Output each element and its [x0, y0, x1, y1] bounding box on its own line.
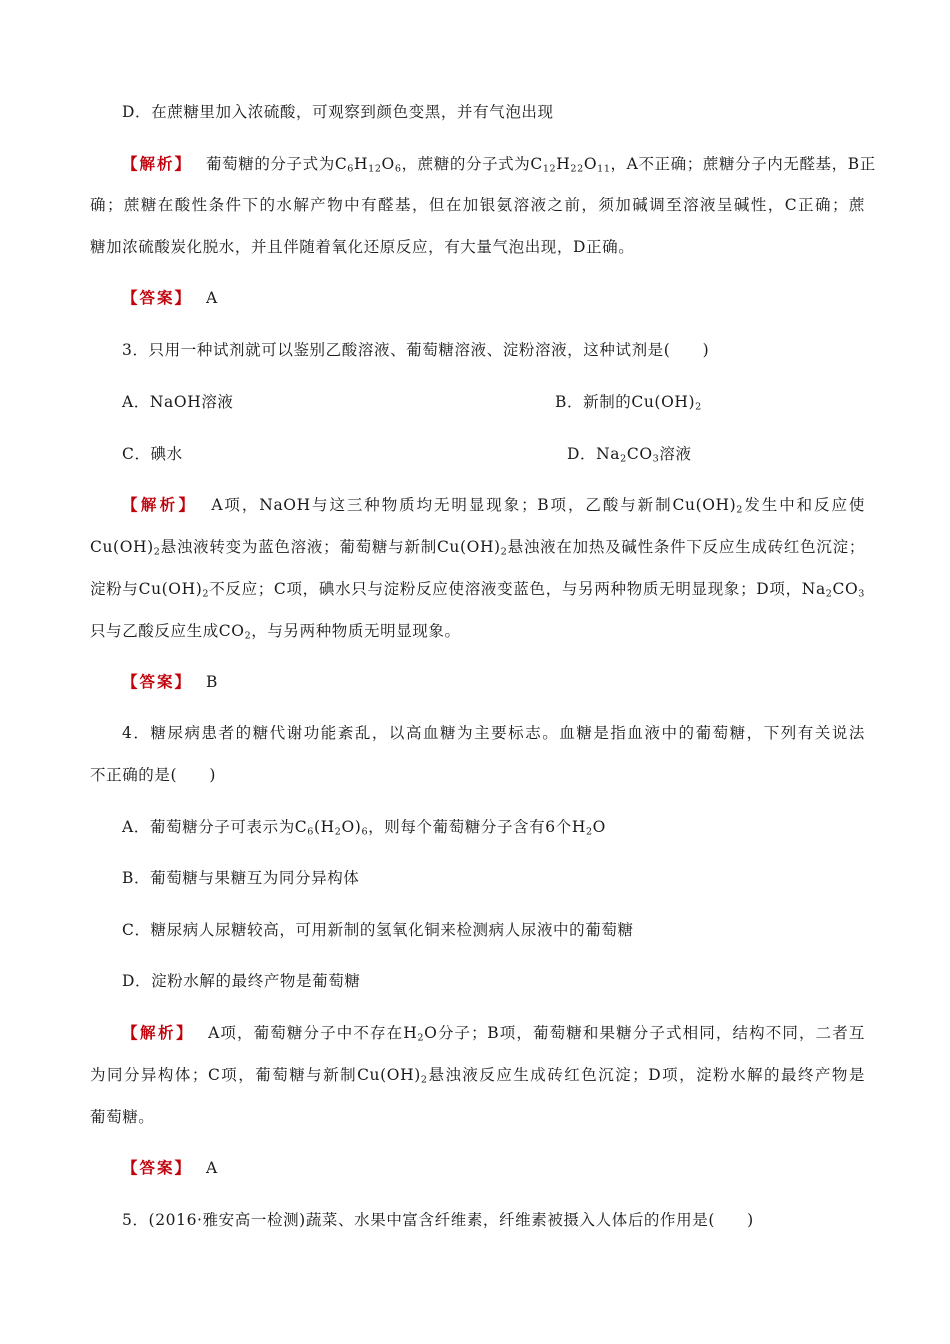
q3-answer [122, 671, 865, 693]
q2-analysis-line-2: 确；蔗糖在酸性条件下的水解产物中有醛基，但在加银氨溶液之前，须加碱调至溶液呈碱性，C正确；蔗 [90, 196, 865, 214]
q3-analysis-line-3: 淀粉与$Cu(OH)_2$不反应；C项，碘水只与淀粉反应使溶液变蓝色，与另两种物质无明显现象；D项，$Na_2CO_3$ [90, 580, 865, 600]
q3-option-d: D．$Na_2CO_3$溶液 [567, 445, 692, 465]
q5-stem: 5．(2016·雅安高一检测)蔬菜、水果中富含纤维素，纤维素被摄入人体后的作用是( ) [122, 1211, 754, 1229]
q4-option-a: A．葡萄糖分子可表示为$C_6(H_2O)_6$，则每个葡萄糖分子含有6个$H_2O$ [122, 818, 606, 838]
q4-answer [122, 1157, 865, 1179]
answer-label: 【答案】 [122, 672, 193, 691]
answer-value: B [206, 673, 219, 691]
q3-option-c: C．碘水 [122, 445, 183, 463]
q2-analysis-line-3: 糖加浓硫酸炭化脱水，并且伴随着氧化还原反应，有大量气泡出现，D正确。 [90, 238, 635, 256]
q4-option-d: D．淀粉水解的最终产物是葡萄糖 [122, 972, 361, 990]
q3-stem: 3．只用一种试剂就可以鉴别乙酸溶液、葡萄糖溶液、淀粉溶液，这种试剂是( ) [122, 341, 710, 359]
q3-analysis-line-2: $Cu(OH)_2$悬浊液转变为蓝色溶液；葡萄糖与新制$Cu(OH)_2$悬浊液在加热及碱性条件下反应生成砖红色沉淀； [90, 538, 865, 558]
answer-label: 【答案】 [122, 288, 193, 307]
answer-value: A [206, 1159, 218, 1177]
q4-stem-line-2: 不正确的是( ) [90, 766, 216, 784]
q2-option-d: D．在蔗糖里加入浓硫酸，可观察到颜色变黑，并有气泡出现 [122, 103, 554, 121]
analysis-label: 【解析】 [122, 1023, 195, 1042]
q4-option-b: B．葡萄糖与果糖互为同分异构体 [122, 869, 360, 887]
answer-value: A [206, 289, 218, 307]
answer-label: 【答案】 [122, 1158, 193, 1177]
q2-answer [122, 287, 865, 309]
q4-stem-line-1: 4．糖尿病患者的糖代谢功能紊乱，以高血糖为主要标志。血糖是指血液中的葡萄糖，下列有关说法 [122, 724, 865, 742]
q4-analysis-line-1: 【解析】 A项，葡萄糖分子中不存在$H_2O$分子；B项，葡萄糖和果糖分子式相同，结构不同，二者互 [122, 1023, 865, 1044]
q3-option-a: A．NaOH溶液 [122, 393, 234, 411]
q3-analysis-line-1: 【解析】 A项，NaOH与这三种物质均无明显现象；B项，乙酸与新制$Cu(OH)_2$发生中和反应使 [122, 495, 865, 516]
q2-analysis-line-1: 【解析】 葡萄糖的分子式为$C_6H_{12}O_6$，蔗糖的分子式为$C_{12}H_{22}O_{11}$，A不正确；蔗糖分子内无醛基，B正 [122, 154, 876, 175]
q4-analysis-line-2: 为同分异构体；C项，葡萄糖与新制$Cu(OH)_2$悬浊液反应生成砖红色沉淀；D项，淀粉水解的最终产物是 [90, 1066, 865, 1086]
analysis-label: 【解析】 [122, 154, 193, 173]
q4-analysis-line-3: 葡萄糖。 [90, 1108, 155, 1126]
q4-option-c: C．糖尿病人尿糖较高，可用新制的氢氧化铜来检测病人尿液中的葡萄糖 [122, 921, 634, 939]
q3-analysis-line-4: 只与乙酸反应生成$CO_2$，与另两种物质无明显现象。 [90, 622, 461, 642]
q3-option-b: B．新制的$Cu(OH)_2$ [555, 393, 702, 413]
analysis-label: 【解析】 [122, 495, 198, 514]
